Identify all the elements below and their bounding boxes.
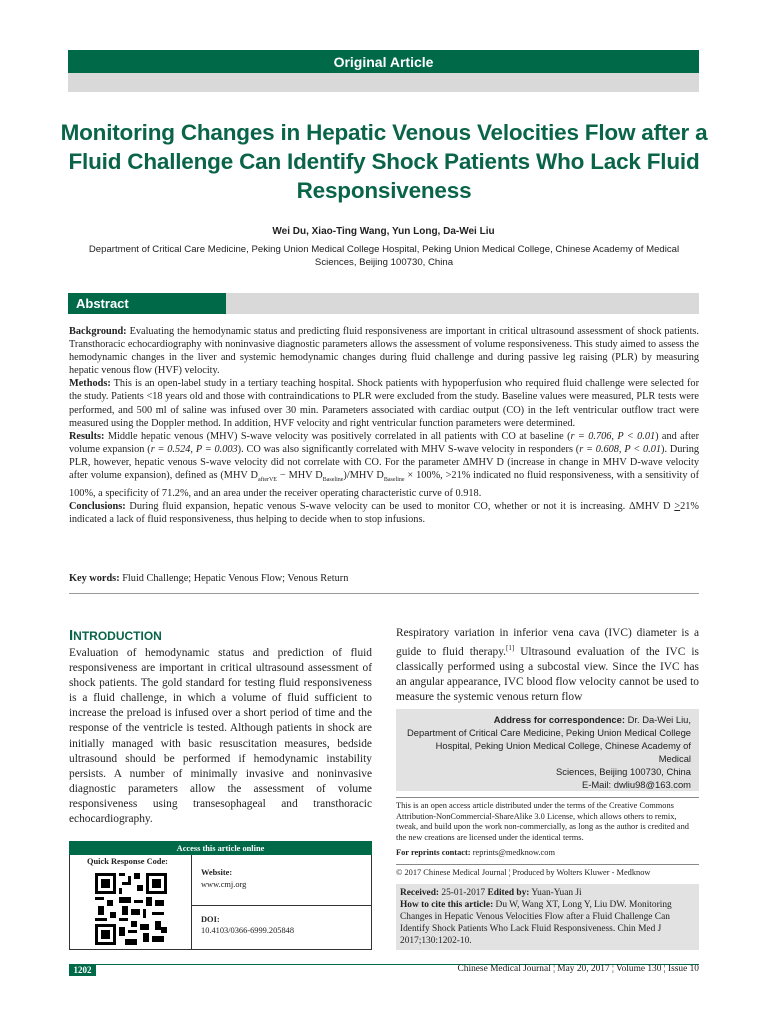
introduction-text: Evaluation of hemodynamic status and prediction of fluid responsiveness are important in critical ultrasound assessment of shock patients. The gold standard for testing fluid responsiveness is a fluid challenge, in which a volume of fluid sufficient to increase the preload is infused over a short period of time and the response of the ventricle is tested. Although patients in shock are initially managed with basic resuscitation measures, bedside ultrasound should be performed if hemodynamic instability persists. A number of minimally invasive and noninvasive diagnostic parameters allow the assessment of volume responsiveness using transesophageal and transthoracic echocardiography. bbox=[69, 647, 372, 826]
authors: Wei Du, Xiao-Ting Wang, Yun Long, Da-Wei Liu bbox=[272, 226, 495, 237]
affiliation: Department of Critical Care Medicine, Peking Union Medical College Hospital, Peking Union Medical College, Chinese Academy of Medical Sciences, Beijing 100730, China bbox=[88, 244, 680, 268]
qr-label: Quick Response Code: bbox=[87, 857, 168, 866]
journal-footer: Chinese Medical Journal ¦ May 20, 2017 ¦ Volume 130 ¦ Issue 10 bbox=[457, 964, 699, 974]
correspondence-label: Address for correspondence: bbox=[493, 714, 625, 725]
abstract-methods bbox=[69, 377, 699, 429]
conclusions-symbol: > bbox=[674, 501, 681, 513]
article-type-label: Original Article bbox=[333, 53, 434, 70]
page-number: 1202 bbox=[69, 964, 96, 976]
results-subscript: afterVE bbox=[257, 477, 277, 484]
abstract-results bbox=[69, 430, 699, 501]
access-online-title: Access this article online bbox=[69, 841, 372, 855]
divider bbox=[192, 905, 372, 906]
website-label: Website: bbox=[201, 868, 233, 877]
background-label: Background: bbox=[69, 326, 127, 337]
doi-label: DOI: bbox=[201, 915, 220, 924]
received-date: 25-01-2017 bbox=[439, 888, 488, 898]
conclusions-text: 21% indicated a lack of fluid responsiveness, thus helping to decide when to stop infusions. bbox=[69, 501, 699, 526]
results-text: × 100%, >21% indicated no fluid responsiveness, with a sensitivity of 100%, a specificity of 71.2%, and an area under the receiver operating characteristic curve of 0.918. bbox=[69, 470, 699, 500]
methods-label: Methods: bbox=[69, 378, 111, 390]
correspondence-line: Sciences, Beijing 100730, China bbox=[556, 766, 691, 777]
reference-link[interactable]: [1] bbox=[506, 644, 515, 653]
received-label: Received: bbox=[400, 888, 440, 898]
correspondence-line: Hospital, Peking Union Medical College, Chinese Academy of Medical bbox=[435, 740, 691, 764]
right-column-text bbox=[396, 626, 699, 705]
correspondence-line: Department of Critical Care Medicine, Peking Union Medical College bbox=[407, 727, 691, 738]
keywords bbox=[69, 573, 699, 584]
website-link[interactable]: www.cmj.org bbox=[201, 880, 247, 889]
introduction-heading bbox=[69, 627, 162, 644]
abstract-conclusions bbox=[69, 500, 699, 526]
results-text: )/MHV D bbox=[343, 470, 384, 482]
abstract-body bbox=[69, 325, 699, 526]
open-access-notice: This is an open access article distributed under the terms of the Creative Commons Attribution-NonCommercial-ShareAlike 3.0 License, which allows others to remix, tweak, and build upon the work non-commercially, as long as the author is credited and the new creations are licensed under the identical terms. bbox=[396, 797, 699, 843]
conclusions-text: During fluid expansion, hepatic venous S-wave velocity can be used to monitor CO, whether or not it is increasing. ΔMHV D bbox=[129, 501, 675, 513]
article-title: Monitoring Changes in Hepatic Venous Velocities Flow after a Fluid Challenge Can Identify Shock Patients Who Lack Fluid Responsiveness bbox=[60, 120, 708, 203]
methods-text: This is an open-label study in a tertiary teaching hospital. Shock patients with hypoperfusion who required fluid challenge were selected for the study. Patients <18 years old and those with contraindications to PLR were excluded from the study. Baseline values were measured, PLR tests were performed, and 500 ml of saline was infused over 30 min. Parameters associated with cardiac output (CO) in the left ventricular outflow tract were measured using the Doppler method. In addition, HVF velocity and right ventricular function parameters were determined. bbox=[69, 378, 699, 429]
received-box bbox=[396, 884, 699, 950]
results-subscript: Baseline bbox=[322, 477, 344, 484]
results-text: ). During PLR, however, hepatic venous S-wave velocity did not correlate with CO. For the parameter ΔMHV D (increase in change in MHV D-wave velocity after volume expansion), defined as (MHV D bbox=[69, 443, 700, 482]
edited-label: Edited by: bbox=[487, 888, 530, 898]
correspondence-name: Dr. Da-Wei Liu, bbox=[625, 714, 691, 725]
results-text: Middle hepatic venous (MHV) S-wave velocity was positively correlated in all patients with CO at baseline ( bbox=[107, 430, 571, 442]
results-stat: r = 0.706, P < 0.01 bbox=[570, 430, 656, 442]
divider bbox=[69, 593, 699, 594]
citation-text: Du W, Wang XT, Long Y, Liu DW. Monitoring Changes in Hepatic Venous Velocities Flow after a Fluid Challenge Can Identify Shock Patients Who Lack Fluid Responsiveness. Chin Med J 2017;130:1202-10. bbox=[400, 900, 672, 946]
reprints-label: For reprints contact: bbox=[396, 848, 471, 857]
article-type-banner bbox=[68, 50, 699, 73]
results-label: Results: bbox=[69, 430, 105, 442]
background-text: Evaluating the hemodynamic status and predicting fluid responsiveness are important in critical ultrasound assessment of shock patients. Transthoracic echocardiography with noninvasive diagnostic parameters allows the assessment of volume responsiveness. This study aimed to assess the hemodynamic changes in the liver and systemic hemodynamic changes during fluid challenge and during passive leg raising (PLR) by measuring hepatic venous flow (HVF) velocity. bbox=[69, 326, 700, 377]
cite-label: How to cite this article: bbox=[400, 900, 494, 910]
results-text: − MHV D bbox=[276, 470, 323, 482]
keywords-label: Key words: bbox=[69, 573, 120, 584]
keywords-text: Fluid Challenge; Hepatic Venous Flow; Venous Return bbox=[122, 573, 349, 584]
correspondence-box bbox=[396, 709, 699, 791]
results-stat: r = 0.524, P = 0.003 bbox=[150, 443, 238, 455]
abstract-background bbox=[69, 325, 699, 377]
banner-subbar bbox=[68, 73, 699, 92]
introduction-heading-rest: NTRODUCTION bbox=[73, 629, 162, 643]
right-column-text-part: Respiratory variation in inferior vena cava (IVC) diameter is a guide to fluid therapy. bbox=[396, 627, 699, 658]
results-subscript: Baseline bbox=[383, 477, 405, 484]
reprints-contact bbox=[396, 848, 555, 857]
copyright: © 2017 Chinese Medical Journal ¦ Produced by Wolters Kluwer - Medknow bbox=[396, 864, 699, 877]
results-text: ) and after volume expansion ( bbox=[69, 430, 700, 455]
results-text: ). CO was also significantly correlated with MHV S-wave velocity in responders ( bbox=[237, 443, 580, 455]
abstract-heading: Abstract bbox=[68, 293, 226, 314]
doi-link[interactable]: 10.4103/0366-6999.205848 bbox=[201, 926, 295, 935]
conclusions-label: Conclusions: bbox=[69, 501, 126, 513]
qr-code-icon[interactable] bbox=[95, 873, 167, 945]
reprints-email[interactable]: reprints@medknow.com bbox=[470, 848, 555, 857]
correspondence-email[interactable]: E-Mail: dwliu98@163.com bbox=[581, 779, 691, 790]
introduction-heading-initial: I bbox=[69, 627, 74, 644]
editor-name: Yuan-Yuan Ji bbox=[529, 888, 582, 898]
results-stat: r = 0.608, P < 0.01 bbox=[579, 443, 662, 455]
right-column-text-part: Ultrasound evaluation of the IVC is classically performed using a subcostal view. Since the IVC has an angular appearance, IVC blood flow velocity cannot be used to measure the systemic venous return flow bbox=[396, 645, 699, 704]
